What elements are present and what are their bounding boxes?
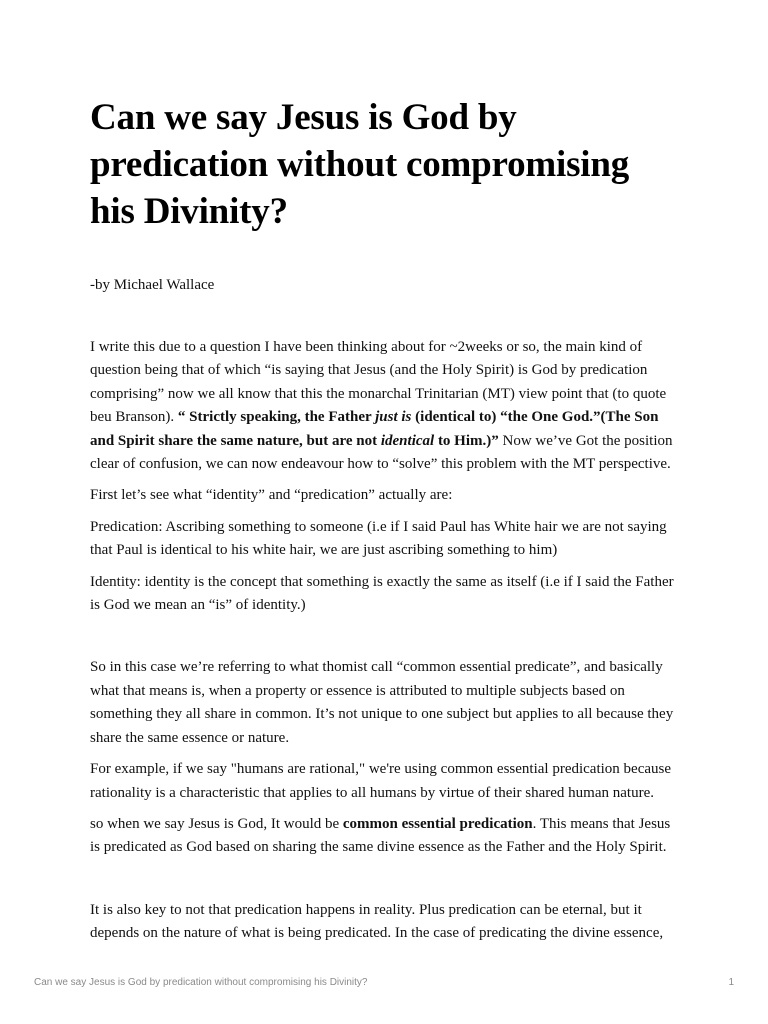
quote-bold: to Him.)” — [434, 432, 499, 449]
paragraph-reality: It is also key to not that predication happens in reality. Plus predication can be eternal, but it depends on the nature of what is being predicated. In the case of predicating the divine essence, — [90, 901, 664, 942]
document-title: Can we say Jesus is God by predication without compromising his Divinity? — [90, 97, 630, 232]
paragraph-identity-definition: Identity: identity is the concept that something is exactly the same as itself (i.e if I said the Father is God we mean an “is” of identity.) — [90, 573, 674, 614]
footer-running-title: Can we say Jesus is God by predication without compromising his Divinity? — [34, 977, 368, 988]
paragraph-example: For example, if we say "humans are rational," we're using common essential predication because rationality is a characteristic that applies to all humans by virtue of their shared human nature. — [90, 761, 672, 801]
document-body — [90, 94, 682, 946]
paragraph-text: I write this due to a question I have been thinking about for ~2weeks or so, the main kind of question being that of which “is saying that Jesus (and the Holy Spirit) is God by predication comprising” now we all know that this the monarchal Trinitarian (MT) view point that (to quote beu Branson). — [90, 339, 667, 426]
paragraph-definitions-intro: First let’s see what “identity” and “predication” actually are: — [90, 487, 453, 504]
quote-bold: “ Strictly speaking, the Father — [177, 409, 376, 426]
author-byline: -by Michael Wallace — [90, 277, 215, 293]
paragraph-conclusion — [90, 813, 682, 860]
paragraph-predication-definition: Predication: Ascribing something to someone (i.e if I said Paul has White hair we are not saying that Paul is identical to his white hair, we are just ascribing something to him) — [90, 518, 667, 559]
quote-bold-italic: identical — [380, 432, 435, 449]
paragraph-text: . This means that Jesus is predicated as God based on sharing the same divine essence as the Father and the Holy Spirit. — [90, 815, 671, 856]
paragraph-text: Now we’ve Got the position clear of confusion, we can now endeavour how to “solve” this problem with the MT perspective. — [90, 432, 673, 473]
paragraph-common-essential-predicate: So in this case we’re referring to what thomist call “common essential predicate”, and basically what that means is, when a property or essence is attributed to multiple subjects based on something they all share in common. It’s not unique to one subject but applies to all because they share the same essence or nature. — [90, 659, 674, 746]
term-bold: common essential predication — [342, 815, 533, 832]
footer-page-number: 1 — [728, 977, 734, 988]
paragraph-text: so when we say Jesus is God, It would be — [90, 815, 343, 832]
paragraph-intro — [90, 336, 682, 476]
quote-bold: (identical to) “the One God.”(The Son and Spirit share the same nature, but are not — [90, 409, 659, 449]
quote-bold-italic: just is — [375, 409, 412, 426]
